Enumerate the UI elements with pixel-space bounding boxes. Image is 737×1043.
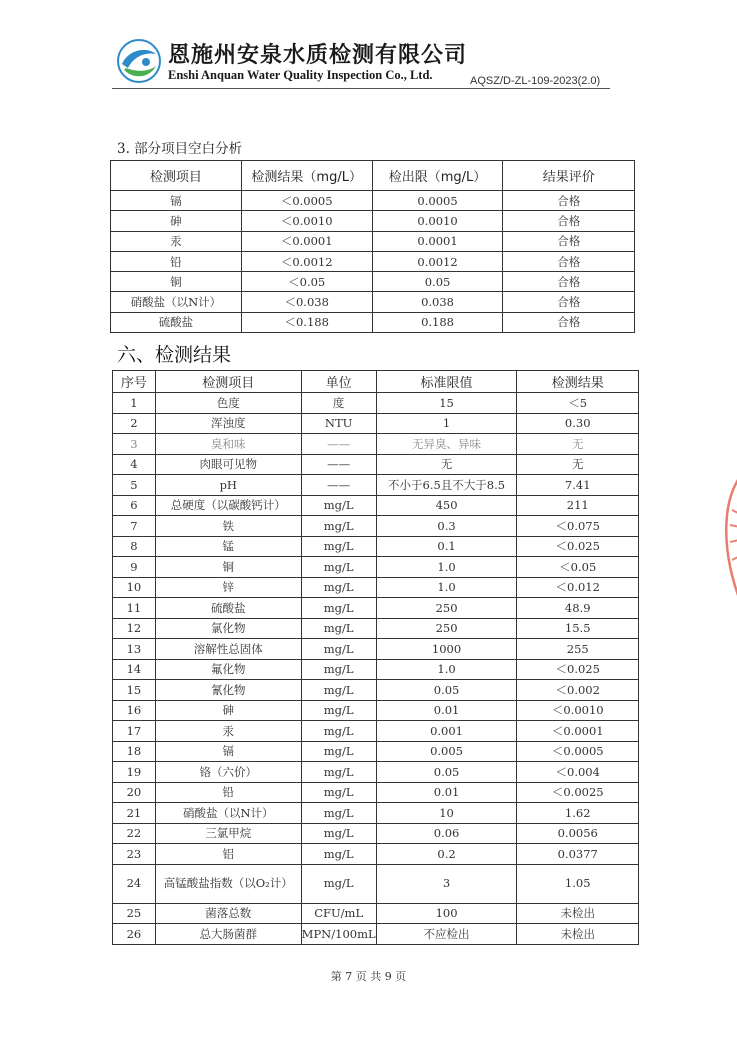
table-cell: mg/L: [301, 557, 376, 578]
table-cell: 三氯甲烷: [155, 823, 301, 844]
results-table: [112, 370, 639, 945]
blank-analysis-body: [111, 191, 635, 333]
table-cell: 21: [113, 803, 156, 824]
table-cell: 色度: [155, 393, 301, 414]
table-cell: 0.001: [376, 721, 517, 742]
result-row: [113, 741, 639, 762]
result-row: [113, 803, 639, 824]
table-cell: mg/L: [301, 721, 376, 742]
table-cell: 0.0012: [372, 251, 503, 271]
table-cell: ＜0.025: [517, 659, 639, 680]
result-row: [113, 413, 639, 434]
table-cell: 硝酸盐（以N计）: [111, 292, 242, 312]
blank-row: [111, 251, 635, 271]
table-cell: 氰化物: [155, 680, 301, 701]
table-cell: 无: [517, 454, 639, 475]
blank-analysis-title: 3. 部分项目空白分析: [117, 141, 243, 157]
table-cell: ＜0.0001: [517, 721, 639, 742]
table-cell: 无: [376, 454, 517, 475]
table-cell: 0.005: [376, 741, 517, 762]
table-cell: 铜: [155, 557, 301, 578]
table-cell: 总大肠菌群: [155, 924, 301, 945]
table-cell: ＜0.0010: [241, 211, 372, 231]
table-cell: 10: [376, 803, 517, 824]
table-cell: 3: [376, 864, 517, 903]
table-cell: 2: [113, 413, 156, 434]
table-cell: 合格: [503, 292, 635, 312]
table-cell: ＜0.002: [517, 680, 639, 701]
table-cell: MPN/100mL: [301, 924, 376, 945]
company-name-cn: 恩施州安泉水质检测有限公司: [168, 42, 468, 68]
table-cell: 铅: [111, 251, 242, 271]
table-cell: 硫酸盐: [155, 598, 301, 619]
table-header-row: [111, 161, 635, 191]
result-row: [113, 721, 639, 742]
table-cell: mg/L: [301, 741, 376, 762]
result-row: [113, 495, 639, 516]
page-number: 第 7 页 共 9 页: [330, 970, 407, 983]
table-cell: 10: [113, 577, 156, 598]
table-cell: 肉眼可见物: [155, 454, 301, 475]
table-cell: 11: [113, 598, 156, 619]
table-cell: 1.0: [376, 577, 517, 598]
water-drop-logo-icon: [116, 38, 162, 84]
table-cell: ＜0.038: [241, 292, 372, 312]
table-cell: 14: [113, 659, 156, 680]
column-header: 检测项目: [111, 161, 242, 191]
table-cell: 3: [113, 434, 156, 455]
table-cell: mg/L: [301, 516, 376, 537]
table-cell: 硝酸盐（以N计）: [155, 803, 301, 824]
table-cell: 0.3: [376, 516, 517, 537]
table-cell: ＜0.05: [517, 557, 639, 578]
table-cell: NTU: [301, 413, 376, 434]
table-cell: 铬（六价）: [155, 762, 301, 783]
result-row: [113, 639, 639, 660]
table-cell: 臭和味: [155, 434, 301, 455]
table-cell: mg/L: [301, 618, 376, 639]
table-cell: 总硬度（以碳酸钙计）: [155, 495, 301, 516]
table-cell: 4: [113, 454, 156, 475]
table-cell: 5: [113, 475, 156, 496]
table-cell: 12: [113, 618, 156, 639]
blank-row: [111, 312, 635, 332]
result-row: [113, 844, 639, 865]
table-cell: 0.1: [376, 536, 517, 557]
table-cell: mg/L: [301, 495, 376, 516]
table-cell: 汞: [111, 231, 242, 251]
table-cell: 合格: [503, 251, 635, 271]
result-row: [113, 823, 639, 844]
table-cell: ＜0.0010: [517, 700, 639, 721]
table-cell: 无异臭、异味: [376, 434, 517, 455]
table-cell: mg/L: [301, 700, 376, 721]
table-cell: 1000: [376, 639, 517, 660]
table-cell: 0.2: [376, 844, 517, 865]
document-code: AQSZ/D-ZL-109-2023(2.0): [470, 75, 601, 87]
table-cell: mg/L: [301, 659, 376, 680]
table-cell: ＜0.0025: [517, 782, 639, 803]
table-cell: ＜0.012: [517, 577, 639, 598]
table-cell: 溶解性总固体: [155, 639, 301, 660]
result-row: [113, 924, 639, 945]
table-cell: ＜0.025: [517, 536, 639, 557]
table-cell: 铜: [111, 272, 242, 292]
blank-analysis-table: [110, 160, 635, 333]
table-cell: 250: [376, 598, 517, 619]
table-cell: mg/L: [301, 577, 376, 598]
table-cell: 1: [376, 413, 517, 434]
table-cell: 硫酸盐: [111, 312, 242, 332]
column-header: 结果评价: [503, 161, 635, 191]
column-header: 标准限值: [376, 371, 517, 393]
table-cell: 19: [113, 762, 156, 783]
result-row: [113, 903, 639, 924]
blank-row: [111, 191, 635, 211]
result-row: [113, 659, 639, 680]
table-cell: 450: [376, 495, 517, 516]
table-cell: mg/L: [301, 639, 376, 660]
table-cell: 未检出: [517, 924, 639, 945]
table-cell: 7.41: [517, 475, 639, 496]
table-cell: 合格: [503, 191, 635, 211]
column-header: 检测结果（mg/L）: [241, 161, 372, 191]
table-cell: 浑浊度: [155, 413, 301, 434]
table-cell: 氯化物: [155, 618, 301, 639]
table-cell: mg/L: [301, 823, 376, 844]
table-cell: 铁: [155, 516, 301, 537]
result-row: [113, 393, 639, 414]
table-cell: 合格: [503, 312, 635, 332]
header-divider: [112, 88, 610, 89]
results-heading: 六、检测结果: [117, 344, 232, 366]
table-cell: 15: [376, 393, 517, 414]
table-header-row: [113, 371, 639, 393]
result-row: [113, 454, 639, 475]
table-cell: 250: [376, 618, 517, 639]
red-seal-stamp-icon: [712, 470, 737, 610]
table-cell: 15.5: [517, 618, 639, 639]
table-cell: 1.05: [517, 864, 639, 903]
blank-row: [111, 231, 635, 251]
table-cell: 0.188: [372, 312, 503, 332]
table-cell: 镉: [155, 741, 301, 762]
table-cell: 不应检出: [376, 924, 517, 945]
result-row: [113, 864, 639, 903]
table-cell: 1.0: [376, 557, 517, 578]
table-cell: 1: [113, 393, 156, 414]
result-row: [113, 536, 639, 557]
table-cell: 1.0: [376, 659, 517, 680]
table-cell: 18: [113, 741, 156, 762]
table-cell: 0.01: [376, 700, 517, 721]
column-header: 检测项目: [155, 371, 301, 393]
table-cell: 22: [113, 823, 156, 844]
table-cell: mg/L: [301, 803, 376, 824]
result-row: [113, 434, 639, 455]
table-cell: 合格: [503, 231, 635, 251]
blank-row: [111, 211, 635, 231]
table-cell: ——: [301, 454, 376, 475]
table-cell: 8: [113, 536, 156, 557]
table-cell: 13: [113, 639, 156, 660]
table-cell: 锰: [155, 536, 301, 557]
table-cell: CFU/mL: [301, 903, 376, 924]
column-header: 单位: [301, 371, 376, 393]
result-row: [113, 516, 639, 537]
result-row: [113, 475, 639, 496]
table-cell: 氟化物: [155, 659, 301, 680]
table-cell: 铅: [155, 782, 301, 803]
column-header: 检测结果: [517, 371, 639, 393]
table-cell: 菌落总数: [155, 903, 301, 924]
table-cell: 未检出: [517, 903, 639, 924]
table-cell: 16: [113, 700, 156, 721]
result-row: [113, 577, 639, 598]
table-cell: 0.0001: [372, 231, 503, 251]
table-cell: 0.0056: [517, 823, 639, 844]
result-row: [113, 782, 639, 803]
blank-row: [111, 272, 635, 292]
table-cell: 7: [113, 516, 156, 537]
table-cell: mg/L: [301, 782, 376, 803]
result-row: [113, 680, 639, 701]
table-cell: ＜0.188: [241, 312, 372, 332]
table-cell: 100: [376, 903, 517, 924]
result-row: [113, 598, 639, 619]
blank-row: [111, 292, 635, 312]
table-cell: 6: [113, 495, 156, 516]
table-cell: mg/L: [301, 844, 376, 865]
result-row: [113, 700, 639, 721]
table-cell: 铝: [155, 844, 301, 865]
table-cell: ＜0.0005: [241, 191, 372, 211]
table-cell: 合格: [503, 211, 635, 231]
table-cell: ——: [301, 434, 376, 455]
table-cell: 锌: [155, 577, 301, 598]
table-cell: 0.05: [376, 762, 517, 783]
table-cell: 砷: [155, 700, 301, 721]
table-cell: 0.038: [372, 292, 503, 312]
table-cell: mg/L: [301, 680, 376, 701]
table-cell: 0.0005: [372, 191, 503, 211]
table-cell: 0.0377: [517, 844, 639, 865]
table-cell: 23: [113, 844, 156, 865]
table-cell: 汞: [155, 721, 301, 742]
table-cell: ＜0.0012: [241, 251, 372, 271]
table-cell: mg/L: [301, 864, 376, 903]
company-name-en: Enshi Anquan Water Quality Inspection Co., Ltd.: [168, 68, 433, 82]
table-cell: 17: [113, 721, 156, 742]
table-cell: 211: [517, 495, 639, 516]
table-cell: ＜0.0001: [241, 231, 372, 251]
table-cell: 合格: [503, 272, 635, 292]
table-cell: 0.0010: [372, 211, 503, 231]
table-cell: mg/L: [301, 598, 376, 619]
table-cell: 9: [113, 557, 156, 578]
table-cell: 25: [113, 903, 156, 924]
table-cell: 0.05: [372, 272, 503, 292]
table-cell: 0.01: [376, 782, 517, 803]
table-cell: 0.05: [376, 680, 517, 701]
table-cell: ＜0.0005: [517, 741, 639, 762]
column-header: 检出限（mg/L）: [372, 161, 503, 191]
table-cell: 24: [113, 864, 156, 903]
table-cell: 255: [517, 639, 639, 660]
table-cell: 15: [113, 680, 156, 701]
table-cell: mg/L: [301, 536, 376, 557]
table-cell: 0.06: [376, 823, 517, 844]
table-cell: 26: [113, 924, 156, 945]
table-cell: 48.9: [517, 598, 639, 619]
table-cell: 镉: [111, 191, 242, 211]
table-cell: 砷: [111, 211, 242, 231]
table-cell: ＜5: [517, 393, 639, 414]
table-cell: 度: [301, 393, 376, 414]
result-row: [113, 618, 639, 639]
results-body: [113, 393, 639, 945]
table-cell: ＜0.075: [517, 516, 639, 537]
table-cell: mg/L: [301, 762, 376, 783]
table-cell: ＜0.004: [517, 762, 639, 783]
column-header: 序号: [113, 371, 156, 393]
table-cell: pH: [155, 475, 301, 496]
table-cell: 高锰酸盐指数（以O₂计）: [155, 864, 301, 903]
table-cell: 1.62: [517, 803, 639, 824]
table-cell: ＜0.05: [241, 272, 372, 292]
table-cell: 0.30: [517, 413, 639, 434]
table-cell: 20: [113, 782, 156, 803]
table-cell: ——: [301, 475, 376, 496]
table-cell: 不小于6.5且不大于8.5: [376, 475, 517, 496]
result-row: [113, 762, 639, 783]
result-row: [113, 557, 639, 578]
table-cell: 无: [517, 434, 639, 455]
